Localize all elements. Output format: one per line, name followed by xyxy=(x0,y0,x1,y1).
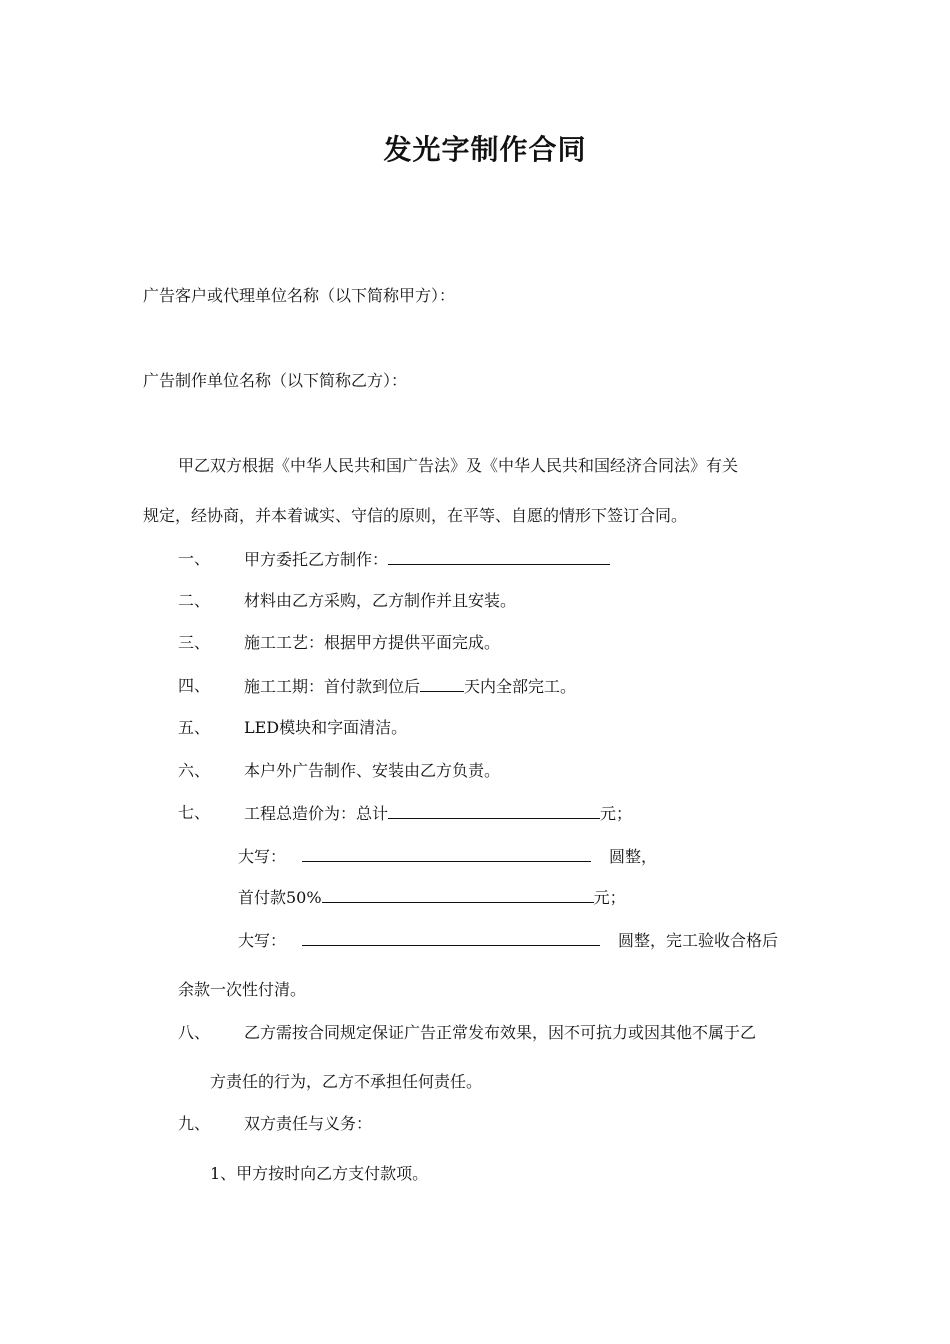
item-7-after: 元； xyxy=(600,804,633,823)
item-4-before: 施工工期：首付款到位后 xyxy=(244,677,421,696)
intro-line-1: 甲乙双方根据《中华人民共和国广告法》及《中华人民共和国经济合同法》有关 xyxy=(178,456,739,475)
daxie-2-suffix: 圆整，完工验收合格后 xyxy=(618,931,779,950)
first-payment-row xyxy=(238,886,626,909)
item-4-text xyxy=(244,675,576,698)
first-payment-blank xyxy=(322,886,594,903)
item-5-number: 五、 xyxy=(178,718,211,737)
item-7-total-blank xyxy=(388,802,600,819)
daxie-2-blank xyxy=(302,929,600,946)
item-4-blank xyxy=(420,675,464,692)
item-1-text xyxy=(244,548,610,571)
daxie-1-row xyxy=(238,845,657,868)
daxie-2-row xyxy=(238,929,778,952)
party-a-label: 广告客户或代理单位名称（以下简称甲方）： xyxy=(143,286,456,305)
item-2-number: 二、 xyxy=(178,591,211,610)
party-b-label: 广告制作单位名称（以下简称乙方）： xyxy=(143,371,408,390)
first-payment-suffix: 元； xyxy=(593,888,626,907)
item-6-text: 本户外广告制作、安装由乙方负责。 xyxy=(244,761,501,780)
item-5-text: LED模块和字面清洁。 xyxy=(244,718,408,737)
item-3-number: 三、 xyxy=(178,633,211,652)
item-7-before: 工程总造价为：总计 xyxy=(244,804,389,823)
item-9-number: 九、 xyxy=(178,1114,211,1133)
item-1-blank xyxy=(388,548,610,565)
item-9-text: 双方责任与义务： xyxy=(244,1114,373,1133)
sub-item-1: 1、甲方按时向乙方支付款项。 xyxy=(210,1164,429,1183)
item-7-text xyxy=(244,802,632,825)
item-1-number: 一、 xyxy=(178,549,211,568)
item-8-line-2: 方责任的行为，乙方不承担任何责任。 xyxy=(210,1072,483,1091)
item-1-label: 甲方委托乙方制作： xyxy=(244,550,389,569)
daxie-1-suffix: 圆整， xyxy=(609,847,658,866)
item-2-text: 材料由乙方采购，乙方制作并且安装。 xyxy=(244,591,517,610)
page-title: 发光字制作合同 xyxy=(383,133,587,166)
item-7-continuation: 余款一次性付清。 xyxy=(178,980,307,999)
item-3-text: 施工工艺：根据甲方提供平面完成。 xyxy=(244,633,501,652)
first-payment-label: 首付款50% xyxy=(238,888,322,907)
item-4-number: 四、 xyxy=(178,676,211,695)
daxie-1-label: 大写： xyxy=(238,847,287,866)
item-8-number: 八、 xyxy=(178,1023,211,1042)
item-6-number: 六、 xyxy=(178,761,211,780)
daxie-2-label: 大写： xyxy=(238,931,287,950)
intro-line-2: 规定，经协商，并本着诚实、守信的原则，在平等、自愿的情形下签订合同。 xyxy=(143,506,688,525)
item-7-number: 七、 xyxy=(178,803,211,822)
item-8-line-1: 乙方需按合同规定保证广告正常发布效果，因不可抗力或因其他不属于乙 xyxy=(244,1023,757,1042)
item-4-after: 天内全部完工。 xyxy=(464,677,577,696)
daxie-1-blank xyxy=(302,845,591,862)
